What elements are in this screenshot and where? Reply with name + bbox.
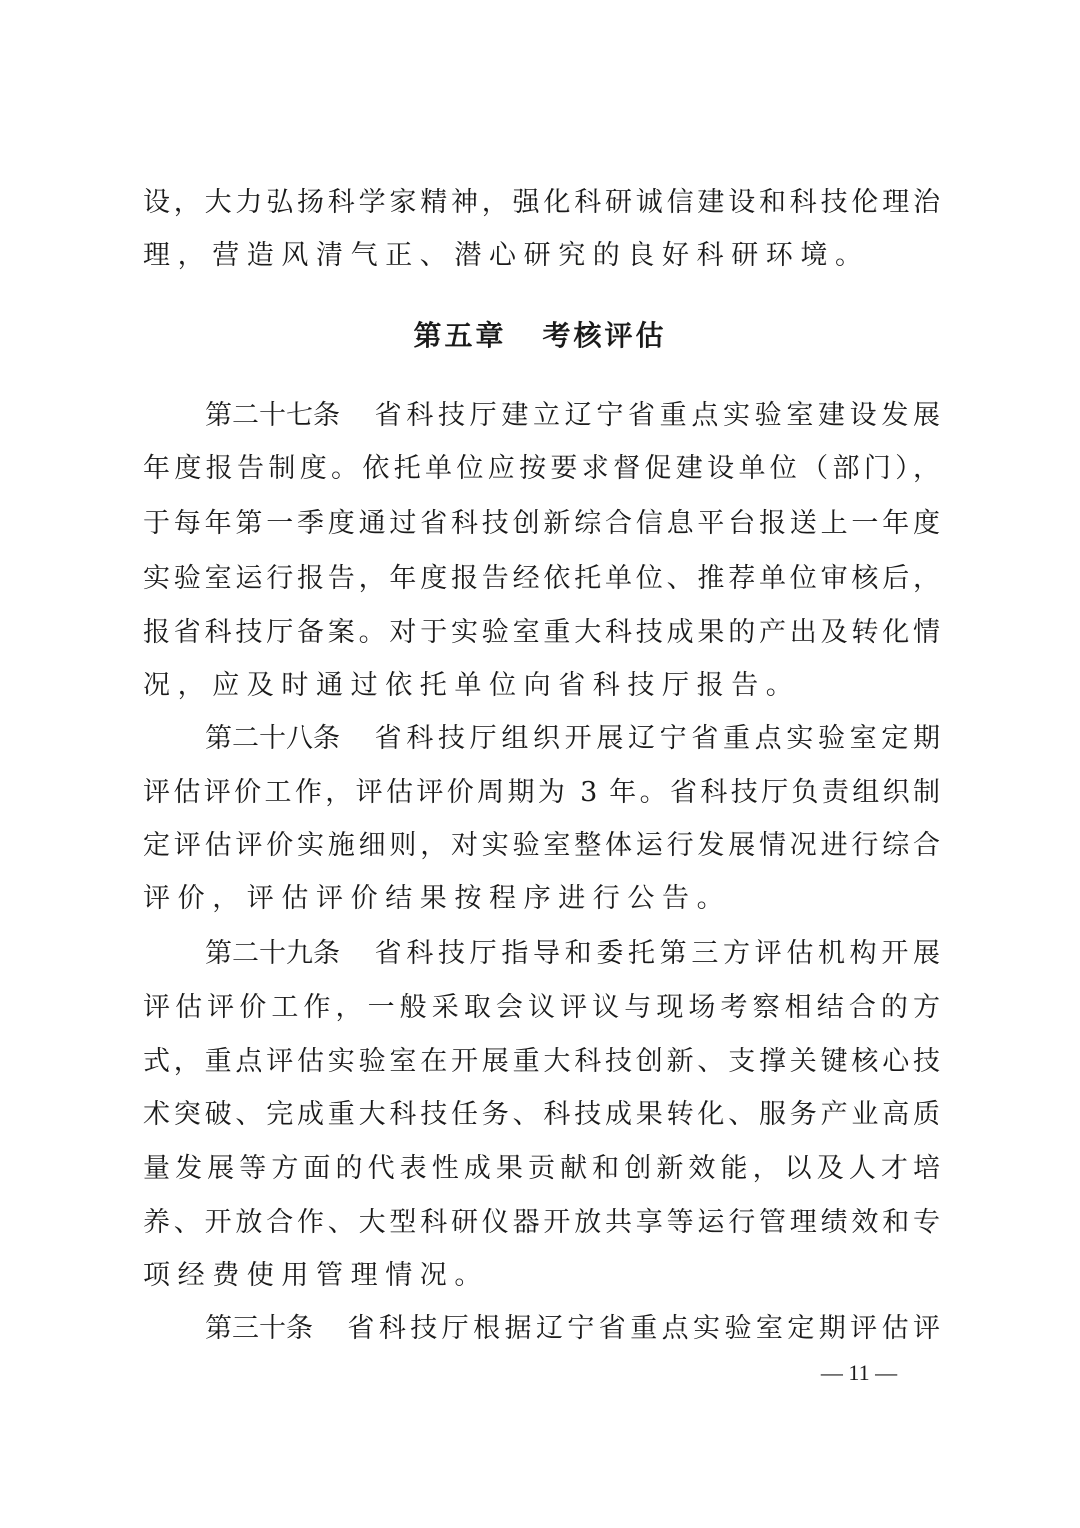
article-27-line-2: 年度报告制度。依托单位应按要求督促建设单位（部门）， bbox=[143, 453, 940, 484]
article-29-line-7: 项经费使用管理情况。 bbox=[143, 1260, 489, 1291]
article-28-label: 第二十八条 bbox=[205, 723, 340, 754]
article-27-line-6: 况，应及时通过依托单位向省科技厅报告。 bbox=[143, 670, 801, 701]
article-28-line-1 bbox=[205, 719, 940, 759]
article-30-text-1: 省科技厅根据辽宁省重点实验室定期评估评 bbox=[343, 1313, 940, 1344]
article-30-line-1 bbox=[205, 1309, 940, 1349]
article-29-line-1 bbox=[205, 934, 940, 974]
article-29-line-3: 式，重点评估实验室在开展重大科技创新、支撑关键核心技 bbox=[143, 1046, 940, 1077]
article-27-label: 第二十七条 bbox=[205, 400, 340, 431]
article-29-text-1: 省科技厅指导和委托第三方评估机构开展 bbox=[370, 938, 940, 969]
article-28-line-3: 定评估评价实施细则，对实验室整体运行发展情况进行综合 bbox=[143, 830, 940, 861]
article-27-line-3: 于每年第一季度通过省科技创新综合信息平台报送上一年度 bbox=[143, 508, 940, 539]
article-28-line-2: 评估评价工作，评估评价周期为 3 年。省科技厅负责组织制 bbox=[143, 777, 940, 808]
chapter-title: 考核评估 bbox=[542, 319, 667, 352]
article-29-line-2: 评估评价工作，一般采取会议评议与现场考察相结合的方 bbox=[143, 992, 940, 1023]
article-29-label: 第二十九条 bbox=[205, 938, 340, 969]
article-29-line-5: 量发展等方面的代表性成果贡献和创新效能，以及人才培 bbox=[143, 1153, 940, 1184]
article-29-line-6: 养、开放合作、大型科研仪器开放共享等运行管理绩效和专 bbox=[143, 1207, 940, 1238]
article-27-line-4: 实验室运行报告，年度报告经依托单位、推荐单位审核后， bbox=[143, 563, 940, 594]
page-number: — 11 — bbox=[820, 1360, 898, 1385]
article-27-line-5: 报省科技厅备案。对于实验室重大科技成果的产出及转化情 bbox=[143, 617, 940, 648]
article-29-line-4: 术突破、完成重大科技任务、科技成果转化、服务产业高质 bbox=[143, 1099, 940, 1130]
article-28-text-1: 省科技厅组织开展辽宁省重点实验室定期 bbox=[370, 723, 940, 754]
article-30-label: 第三十条 bbox=[205, 1313, 313, 1344]
article-27-text-1: 省科技厅建立辽宁省重点实验室建设发展 bbox=[370, 400, 940, 431]
intro-line-2: 理，营造风清气正、潜心研究的良好科研环境。 bbox=[143, 240, 870, 271]
intro-line-1: 设，大力弘扬科学家精神，强化科研诚信建设和科技伦理治 bbox=[143, 187, 940, 218]
article-28-line-4: 评价，评估评价结果按程序进行公告。 bbox=[143, 883, 732, 914]
article-27-line-1 bbox=[205, 396, 940, 436]
chapter-heading bbox=[0, 316, 1080, 356]
chapter-number: 第五章 bbox=[413, 319, 507, 352]
